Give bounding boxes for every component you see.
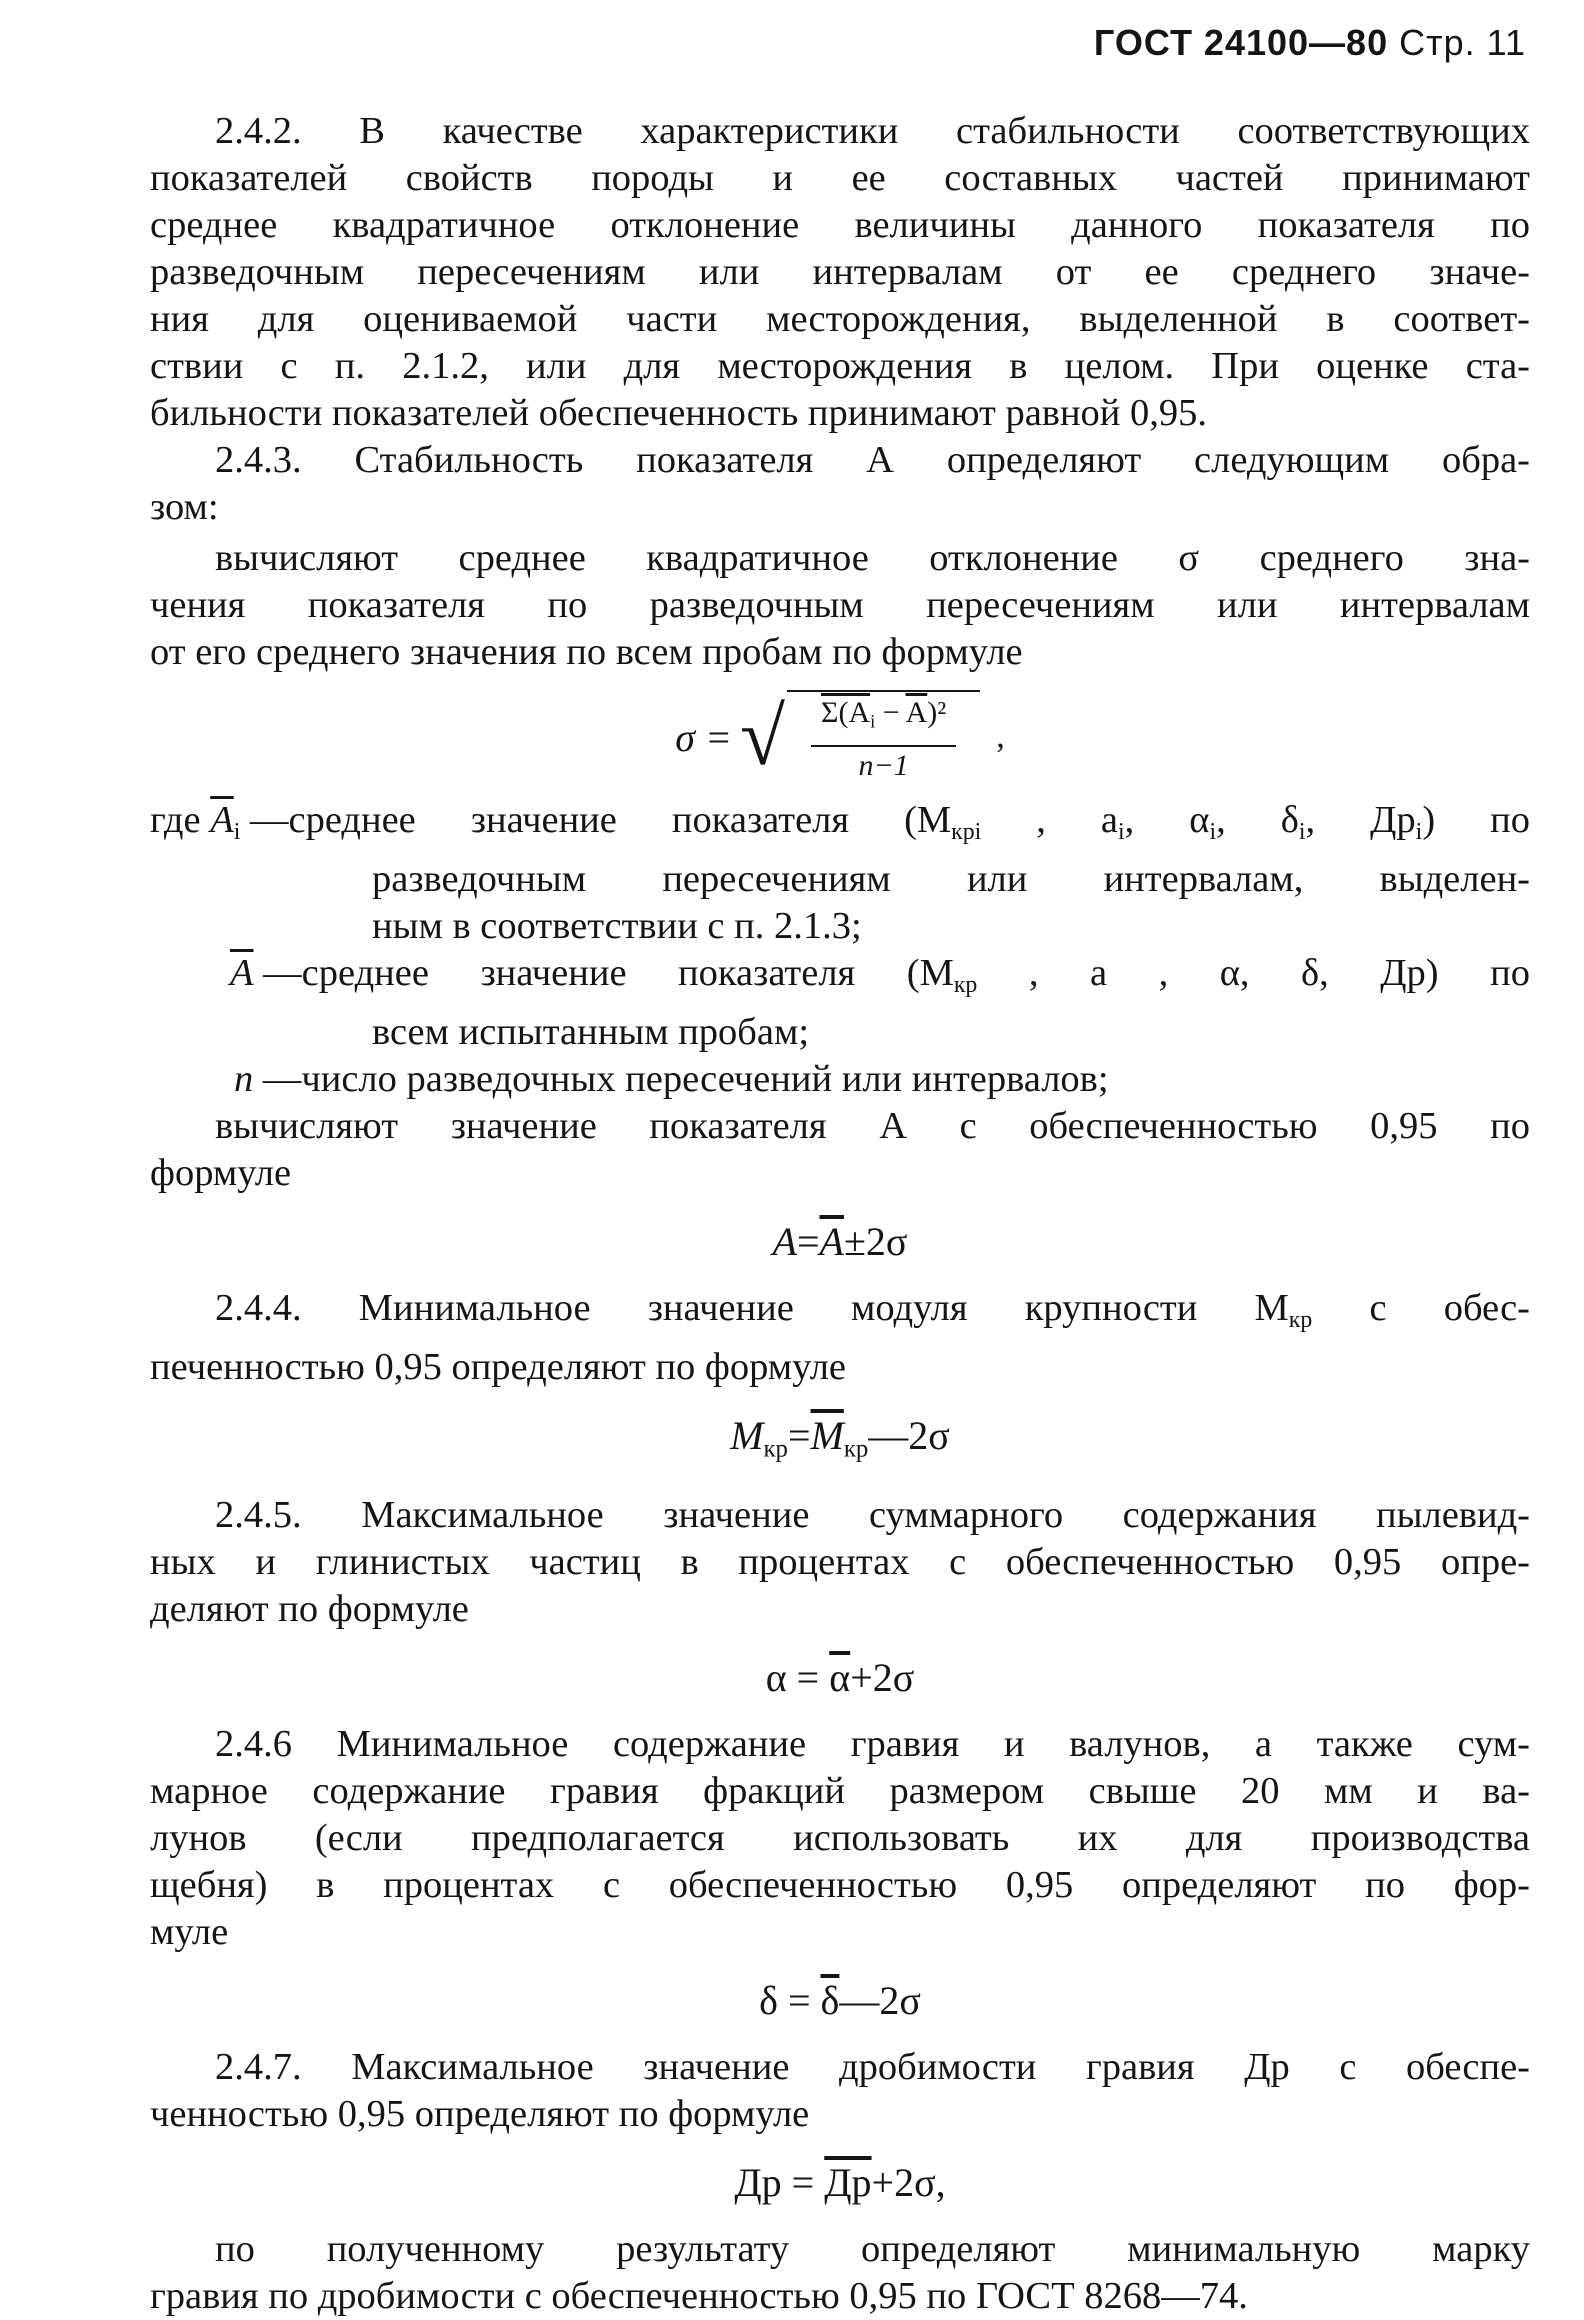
para-text: с обес-	[1312, 1286, 1531, 1329]
sqrt-sign-icon: √	[739, 691, 785, 783]
desc-text: среднее значение показателя (M	[301, 951, 954, 994]
para-2-4-5-line: 2.4.5. Максимальное значение суммарного содержания пылевид-	[215, 1494, 1530, 1537]
para-2-4-3-calc-line: вычисляют среднее квадратичное отклонение σ среднего зна-	[215, 537, 1530, 579]
formula-rest: —2σ	[839, 1978, 921, 2024]
definition-continuation: ным в соответствии с п. 2.1.3;	[372, 904, 862, 947]
definition-desc	[302, 950, 1530, 1009]
formula-dr	[150, 2158, 1530, 2208]
definition-desc: число разведочных пересечений или интервалов;	[301, 1057, 1109, 1100]
formula-rest: —2σ	[868, 1413, 950, 1459]
formula-mean: $\overline{\alpha}$	[829, 1655, 851, 1701]
para-2-4-5-line: деляют по формуле	[150, 1588, 469, 1631]
desc-sub: кр	[953, 971, 978, 998]
definition-continuation: разведочным пересечениям или интервалам, выделен-	[372, 857, 1530, 900]
formula-lhs: A	[772, 1218, 797, 1264]
para-2-4-3b-line: формуле	[150, 1151, 292, 1194]
desc-text: , Др	[1305, 798, 1416, 841]
page-header	[1094, 22, 1526, 64]
term-n: n	[234, 1057, 254, 1100]
para-2-4-3-line: зом:	[150, 486, 219, 528]
para-2-4-4-line: печенностью 0,95 определяют по формуле	[150, 1346, 847, 1389]
desc-sub: крi	[951, 818, 982, 845]
term-abar: $\overline{A}$	[230, 951, 254, 994]
para-sub: кр	[1288, 1307, 1313, 1334]
num-sum: Σ(A	[821, 696, 871, 729]
definition-term	[150, 797, 288, 856]
desc-text: , a , α, δ, Др) по	[977, 951, 1530, 994]
final-para-line: по полученному результату определяют минимальную марку	[215, 2228, 1530, 2271]
num-minus: −	[875, 696, 906, 729]
definition-desc	[288, 797, 1530, 856]
definition-term	[234, 1056, 301, 1103]
desc-text: , α	[1124, 798, 1210, 841]
definition-abar	[150, 950, 1530, 1009]
term-dash: —	[253, 1057, 302, 1100]
definition-ai	[150, 797, 1530, 856]
para-2-4-2-line: показателей свойств породы и ее составных частей принимают	[150, 157, 1530, 199]
num-sub: i	[870, 711, 876, 733]
desc-text: ) по	[1422, 798, 1530, 841]
formula-mean: $\overline{\delta}$	[820, 1978, 840, 2024]
page-number: Стр. 11	[1399, 22, 1526, 63]
para-2-4-7-line: ченностью 0,95 определяют по формуле	[150, 2093, 810, 2136]
final-para-line: гравия по дробимости с обеспеченностью 0,95 по ГОСТ 8268—74.	[150, 2275, 1248, 2318]
formula-rest: ±2σ	[843, 1218, 908, 1264]
desc-sub: i	[1415, 818, 1423, 845]
para-2-4-6-line: 2.4.6 Минимальное содержание гравия и валунов, а также сум-	[215, 1723, 1530, 1766]
term-ai-sub: i	[233, 818, 241, 845]
desc-text: , δ	[1216, 798, 1299, 841]
formula-a	[150, 1217, 1530, 1267]
definitions-list	[150, 797, 1530, 1103]
num-mean: $\overline{A}$	[905, 696, 928, 729]
term-dash: —	[240, 798, 289, 841]
para-2-4-3b-line: вычисляют значение показателя А с обеспеченностью 0,95 по	[215, 1104, 1530, 1147]
para-2-4-2-line: ния для оцениваемой части месторождения, выделенной в соответ-	[150, 298, 1530, 340]
definition-continuation: всем испытанным пробам;	[372, 1010, 810, 1053]
formula-eq: =	[787, 1413, 811, 1459]
desc-sub: i	[1209, 818, 1217, 845]
formula-lhs: M	[730, 1413, 764, 1459]
formula-mean-sub: кр	[843, 1435, 869, 1463]
sigma-numerator	[811, 692, 956, 747]
para-2-4-2-line: бильности показателей обеспеченность принимают равной 0,95.	[150, 392, 1208, 434]
para-2-4-4-line	[150, 1285, 1530, 1344]
para-2-4-2-line: ствии с п. 2.1.2, или для месторождения в целом. При оценке ста-	[150, 345, 1530, 387]
formula-mean: Др	[824, 2160, 872, 2206]
para-2-4-3-line: 2.4.3. Стабильность показателя А определяют следующим обра-	[215, 439, 1530, 481]
formula-mean: $\overline{A}$	[819, 1218, 844, 1264]
desc-sub: i	[1298, 818, 1306, 845]
para-2-4-6-line: щебня) в процентах с обеспеченностью 0,95 определяют по фор-	[150, 1864, 1530, 1907]
desc-sub: i	[1118, 818, 1125, 845]
formula-eq: =	[786, 1655, 830, 1701]
page-content	[150, 108, 1530, 2320]
sigma-denominator: n−1	[858, 748, 909, 782]
formula-eq: =	[796, 1218, 820, 1264]
para-2-4-2-line: среднее квадратичное отклонение величины данного показателя по	[150, 204, 1530, 246]
formula-delta	[150, 1976, 1530, 2026]
para-2-4-2-line: 2.4.2. В качестве характеристики стабильности соответствующих	[215, 110, 1530, 152]
para-2-4-6-line: муле	[150, 1911, 229, 1954]
formula-eq: =	[781, 2160, 825, 2206]
para-2-4-7-line: 2.4.7. Максимальное значение дробимости гравия Др с обеспе-	[215, 2046, 1530, 2089]
desc-text: , a	[981, 798, 1119, 841]
desc-text: среднее значение показателя (M	[288, 798, 952, 841]
para-2-4-6-line: лунов (если предполагается использовать их для производства	[150, 1817, 1530, 1860]
formula-comma: ,	[996, 718, 1005, 756]
formula-rest: +2σ	[850, 1655, 915, 1701]
num-square: )²	[927, 696, 947, 729]
para-text: 2.4.4. Минимальное значение модуля крупности М	[215, 1286, 1289, 1329]
sigma-formula	[150, 690, 1530, 785]
standard-code: ГОСТ 24100—80	[1093, 22, 1389, 63]
para-2-4-5-line: ных и глинистых частиц в процентах с обеспеченностью 0,95 опре-	[150, 1541, 1530, 1584]
sigma-fraction	[787, 690, 980, 785]
formula-m	[150, 1411, 1530, 1474]
para-2-4-6-line: марное содержание гравия фракций размером свыше 20 мм и ва-	[150, 1770, 1530, 1813]
term-ai: $\overline{A}$	[210, 798, 234, 841]
para-2-4-3-calc-line: чения показателя по разведочным пересечениям или интервалам	[150, 584, 1530, 626]
formula-lhs: α	[765, 1655, 787, 1701]
formula-lhs-sub: кр	[763, 1435, 788, 1463]
formula-alpha	[150, 1653, 1530, 1703]
definition-n	[150, 1056, 1530, 1103]
formula-lhs: δ	[759, 1978, 778, 2024]
sigma-lhs: σ =	[675, 714, 732, 760]
para-2-4-3-calc-line: от его среднего значения по всем пробам по формуле	[150, 631, 1023, 673]
formula-mean: $\overline{M}$	[810, 1413, 844, 1459]
where-word: где	[150, 798, 201, 841]
term-dash: —	[253, 951, 302, 994]
definition-term	[230, 950, 302, 1009]
para-2-4-2-line: разведочным пересечениям или интервалам от ее среднего значе-	[150, 251, 1530, 293]
formula-eq: =	[777, 1978, 821, 2024]
formula-lhs: Др	[734, 2160, 782, 2206]
formula-rest: +2σ,	[871, 2160, 946, 2206]
